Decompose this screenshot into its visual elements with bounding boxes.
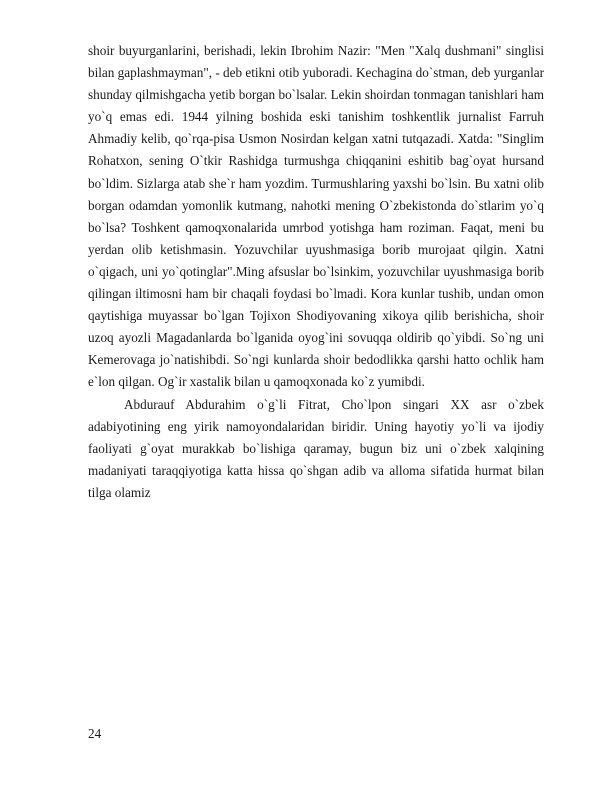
document-body (88, 40, 544, 504)
paragraph-1: shoir buyurganlarini, berishadi, lekin Ibrohim Nazir: "Men "Xalq dushmani" singlisi bilan gaplashmayman", - deb etikni otib yuboradi. Kechagina do`stman, deb yurganlar shunday qilmishgacha yetib borgan bo`lsalar. Lekin shoirdan tonmagan tanishlari ham yo`q emas edi. 1944 yilning boshida eski tanishim toshkentlik jurnalist Farruh Ahmadiy kelib, qo`rqa-pisa Usmon Nosirdan kelgan xatni tutqazadi. Xatda: "Singlim Rohatxon, sening O`tkir Rashidga turmushga chiqqanini eshitib bag`oyat hursand bo`ldim. Sizlarga atab she`r ham yozdim. Turmushlaring yaxshi bo`lsin. Bu xatni olib borgan odamdan yomonlik kutmang, nahotki mening O`zbekistonda do`stlarim yo`q bo`lsa? Toshkent qamoqxonalarida umrbod yotishga ham roziman. Faqat, meni bu yerdan olib ketishmasin. Yozuvchilar uyushmasiga borib murojaat qilgin. Xatni o`qigach, uni yo`qotinglar".Ming afsuslar bo`lsinkim, yozuvchilar uyushmasiga borib qilingan iltimosni ham bir chaqali foydasi bo`lmadi. Kora kunlar tushib, undan omon qaytishiga muyassar bo`lgan Tojixon Shodiyovaning xikoya qilib berishicha, shoir uzoq ayozli Magadanlarda bo`lganida oyog`ini sovuqqa oldirib qo`yibdi. So`ng uni Kemerovaga jo`natishibdi. So`ngi kunlarda shoir bedodlikka qarshi hatto ochlik ham e`lon qilgan. Og`ir xastalik bilan u qamoqxonada ko`z yumibdi. (88, 43, 544, 390)
page-number: 24 (88, 726, 102, 741)
paragraph-2: Abdurauf Abdurahim o`g`li Fitrat, Cho`lpon singari XX asr o`zbek adabiyotining eng yirik namoyondalaridan biridir. Uning hayotiy yo`li va ijodiy faoliyati g`oyat murakkab bo`lishiga qaramay, bugun biz uni o`zbek xalqining madaniyati taraqqiyotiga katta hissa qo`shgan adib va alloma sifatida hurmat bilan tilga olamiz (88, 396, 544, 500)
